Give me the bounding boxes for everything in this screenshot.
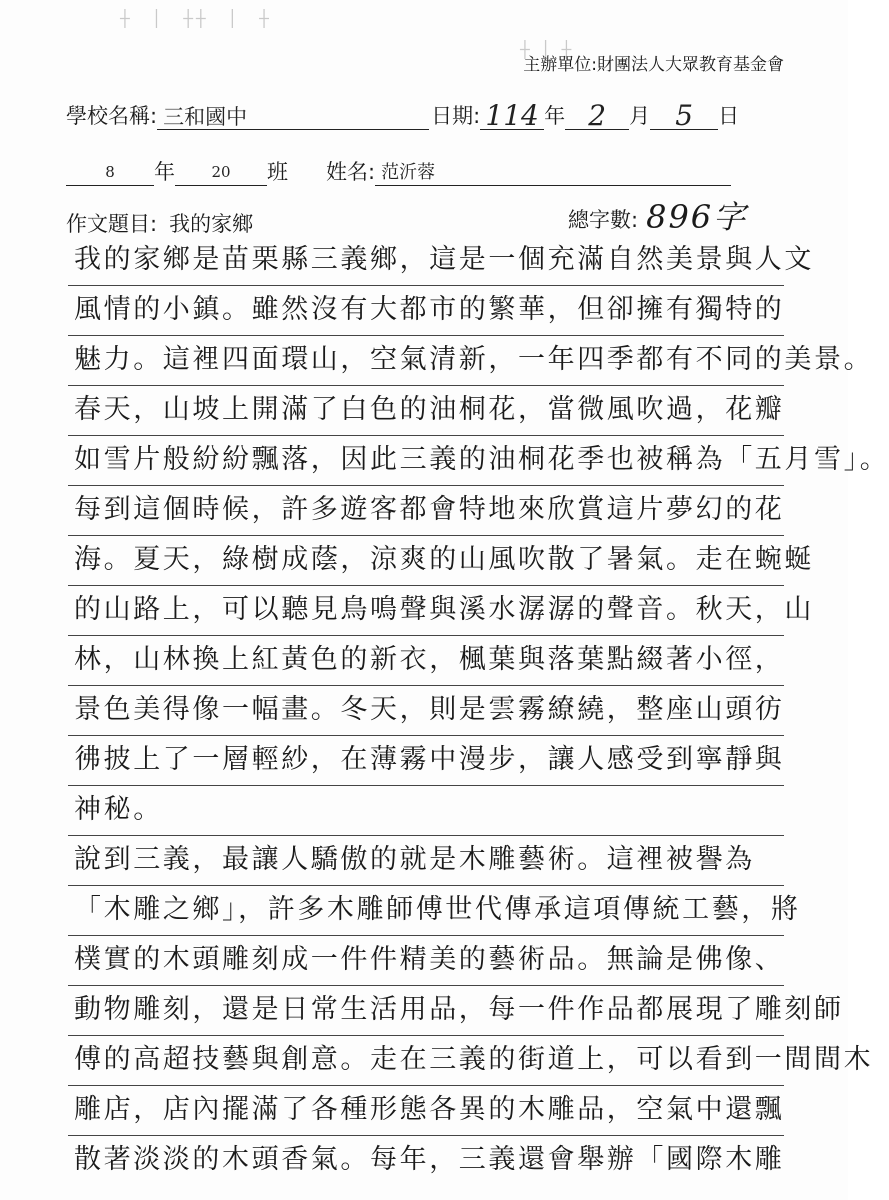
bleed-through-marks: ┼ │ ┼┼ │ ┼ bbox=[120, 9, 272, 28]
student-name-field[interactable]: 范沂蓉 bbox=[375, 160, 731, 186]
grade-field[interactable]: 8 bbox=[66, 159, 154, 186]
organizer-text: 主辦單位:財團法人大眾教育基金會 bbox=[523, 55, 784, 75]
bleed-through-marks: ┼ │ ┼ bbox=[520, 40, 575, 59]
essay-line: 海。夏天，綠樹成蔭，涼爽的山風吹散了暑氣。走在蜿蜒 bbox=[68, 536, 784, 586]
date-label: 日期: bbox=[431, 104, 481, 128]
essay-line: 彿披上了一層輕紗，在薄霧中漫步，讓人感受到寧靜與 bbox=[68, 736, 784, 786]
essay-line: 魅力。這裡四面環山，空氣清新，一年四季都有不同的美景。 bbox=[68, 336, 784, 386]
day-unit: 日 bbox=[718, 104, 740, 128]
essay-line: 的山路上，可以聽見鳥鳴聲與溪水潺潺的聲音。秋天，山 bbox=[68, 586, 784, 636]
date-year-field[interactable]: 114 bbox=[480, 103, 544, 130]
year-unit: 年 bbox=[544, 104, 566, 128]
school-label: 學校名稱: bbox=[66, 104, 158, 128]
class-field[interactable]: 20 bbox=[175, 159, 267, 186]
essay-line: 散著淡淡的木頭香氣。每年，三義還會舉辦「國際木雕 bbox=[74, 1144, 785, 1175]
grade-unit: 年 bbox=[154, 160, 175, 184]
essay-line: 春天，山坡上開滿了白色的油桐花，當微風吹過，花瓣 bbox=[68, 386, 784, 436]
essay-line: 神秘。 bbox=[68, 786, 784, 836]
essay-line: 如雪片般紛紛飄落，因此三義的油桐花季也被稱為「五月雪」。 bbox=[68, 436, 784, 486]
date-month-field[interactable]: 2 bbox=[565, 103, 629, 130]
topic-label: 作文題目: bbox=[66, 212, 158, 236]
essay-line: 傅的高超技藝與創意。走在三義的街道上，可以看到一間間木 bbox=[68, 1036, 784, 1086]
essay-line: 說到三義，最讓人驕傲的就是木雕藝術。這裡被譽為 bbox=[68, 836, 784, 886]
essay-line: 樸實的木頭雕刻成一件件精美的藝術品。無論是佛像、 bbox=[68, 936, 784, 986]
topic-value: 我的家鄉 bbox=[169, 212, 254, 236]
topic-row bbox=[66, 208, 253, 238]
essay-line: 動物雕刻，還是日常生活用品，每一件作品都展現了雕刻師 bbox=[68, 986, 784, 1036]
grade-class-name-row bbox=[66, 156, 731, 186]
date-day-field[interactable]: 5 bbox=[650, 103, 718, 130]
essay-line: 林，山林換上紅黃色的新衣，楓葉與落葉點綴著小徑， bbox=[68, 636, 784, 686]
month-unit: 月 bbox=[629, 104, 651, 128]
essay-line: 雕店，店內擺滿了各種形態各異的木雕品，空氣中還飄 bbox=[68, 1086, 784, 1136]
school-name-field[interactable]: 三和國中 bbox=[157, 104, 429, 130]
word-count-value: 896字 bbox=[646, 198, 748, 236]
word-count-label: 總字數: bbox=[568, 208, 639, 232]
school-date-row bbox=[66, 100, 739, 130]
essay-line: 景色美得像一幅畫。冬天，則是雲霧繚繞，整座山頭彷 bbox=[68, 686, 784, 736]
essay-line: 我的家鄉是苗栗縣三義鄉，這是一個充滿自然美景與人文 bbox=[68, 236, 784, 286]
essay-line: 風情的小鎮。雖然沒有大都市的繁華，但卻擁有獨特的 bbox=[68, 286, 784, 336]
name-label: 姓名: bbox=[326, 160, 376, 184]
word-count-area bbox=[568, 200, 747, 234]
essay-line: 「木雕之鄉」，許多木雕師傅世代傳承這項傳統工藝，將 bbox=[68, 886, 784, 936]
class-unit: 班 bbox=[267, 160, 288, 184]
essay-line: 每到這個時候，許多遊客都會特地來欣賞這片夢幻的花 bbox=[68, 486, 784, 536]
